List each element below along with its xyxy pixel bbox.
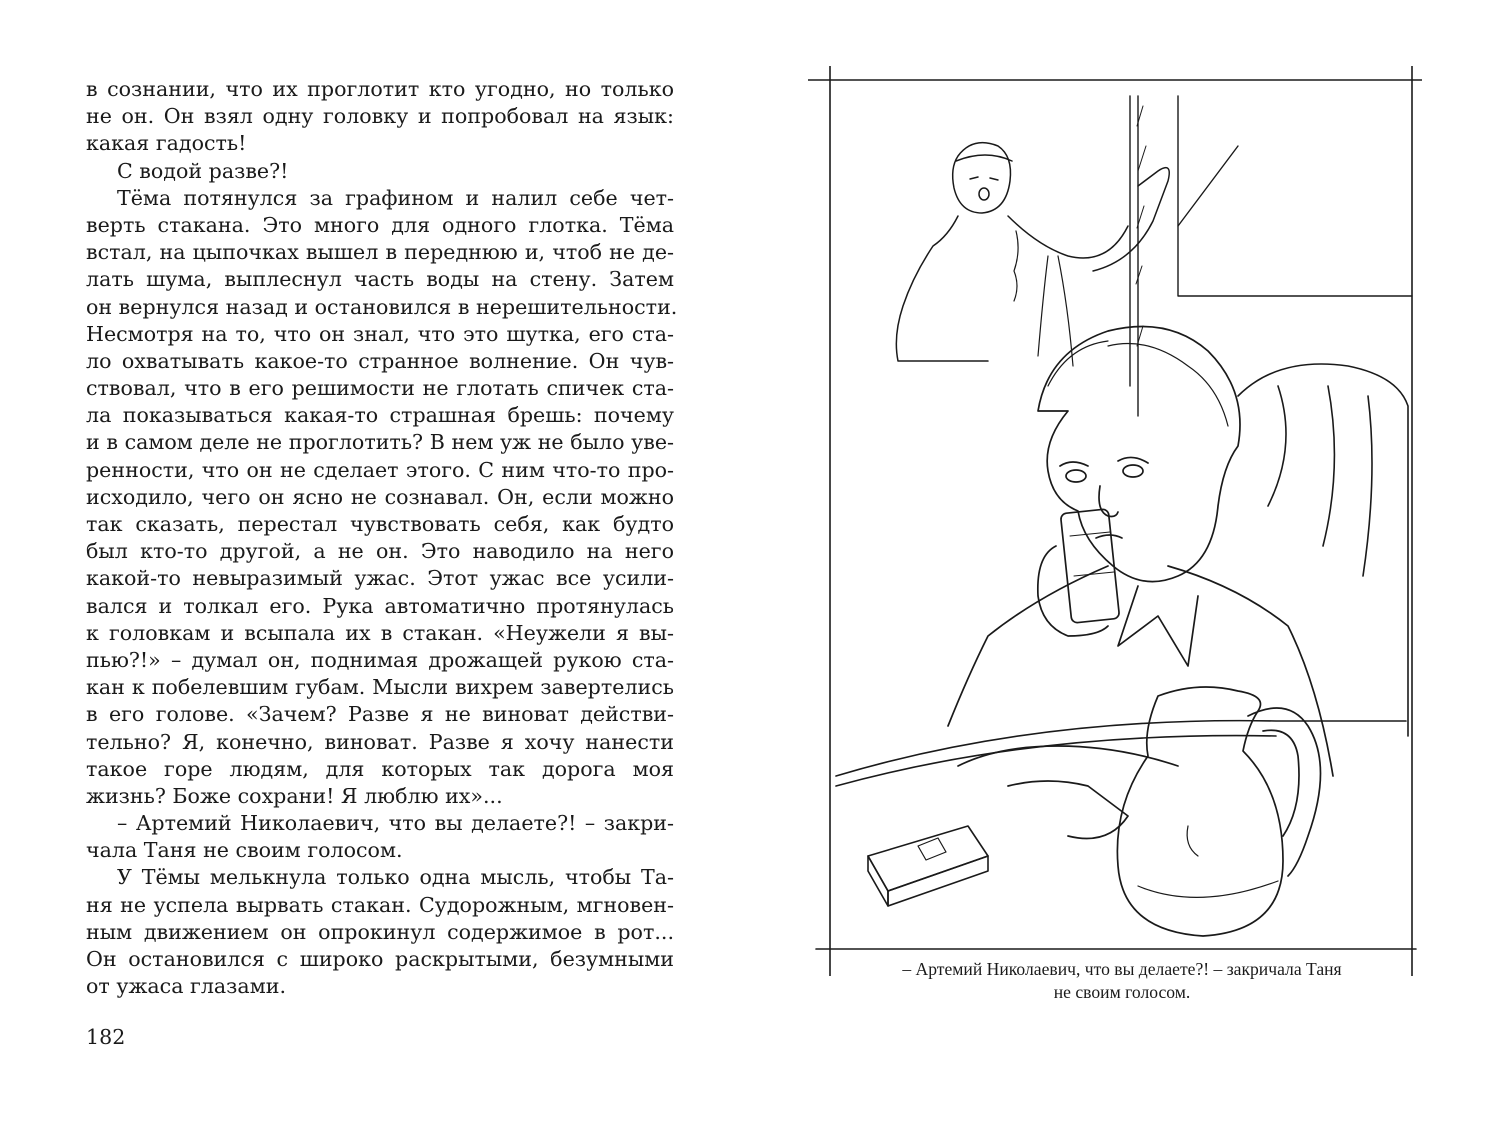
text-line: к головкам и всыпала их в стакан. «Неужели я вы- [86, 620, 674, 645]
window-background [1130, 96, 1412, 416]
text-line: и в самом деле не проглотить? В нем уж не было уве- [86, 430, 674, 455]
text-line: У Тёмы мелькнула только одна мысль, чтобы Та- [117, 865, 674, 890]
text-line: в его голове. «Зачем? Разве я не виноват действи- [86, 702, 674, 727]
page-number: 182 [86, 1025, 126, 1049]
text-line: ло охватывать какое-то странное волнение. Он чув- [86, 348, 674, 373]
text-line: пью?!» – думал он, поднимая дрожащей рукою ста- [86, 647, 674, 672]
text-line: верть стакана. Это много для одного глотка. Тёма [86, 212, 674, 237]
text-line: лать шума, выплеснул часть воды на стену. Затем [86, 267, 674, 292]
text-line: встал, на цыпочках вышел в переднюю и, чтоб не де- [86, 240, 674, 265]
text-line: от ужаса глазами. [86, 974, 286, 999]
illustration-caption [832, 958, 1412, 1004]
frame-lines [808, 66, 1422, 976]
text-line: вался и толкал его. Рука автоматично протянулась [86, 593, 674, 618]
text-line: какая гадость! [86, 131, 247, 156]
text-line: он вернулся назад и остановился в нерешительности. [86, 294, 678, 319]
matchbox [868, 826, 988, 906]
boy-figure [948, 327, 1333, 839]
text-line: чала Таня не своим голосом. [86, 838, 403, 863]
caption-line-2: не своим голосом. [1053, 982, 1191, 1002]
caption-line-1: – Артемий Николаевич, что вы делаете?! – закричала Таня [902, 959, 1342, 979]
text-line: – Артемий Николаевич, что вы делаете?! – закри- [117, 811, 674, 836]
tanya-figure [896, 143, 1169, 366]
text-line: ня не успела вырвать стакан. Судорожным, мгновен- [86, 892, 674, 917]
text-line: Несмотря на то, что он знал, что это шутка, его ста- [86, 321, 674, 346]
chair [1238, 364, 1408, 736]
text-line: ным движением он опрокинул содержимое в рот... [86, 919, 674, 944]
text-line: в сознании, что их проглотит кто угодно, но только [86, 77, 674, 101]
text-line: тельно? Я, конечно, виноват. Разве я хочу нанести [86, 729, 674, 754]
text-line: ствовал, что в его решимости не глотать спичек ста- [86, 376, 674, 401]
text-line: какой-то невыразимый ужас. Этот ужас все усили- [86, 566, 674, 591]
text-line: был кто-то другой, а не он. Это наводило на него [86, 539, 674, 564]
text-line: Он остановился с широко раскрытыми, безумными [86, 947, 674, 971]
body-text [86, 76, 678, 1000]
text-line: жизнь? Боже сохрани! Я люблю их»... [86, 783, 503, 808]
text-line: кан к побелевшим губам. Мысли вихрем завертелись [86, 675, 674, 700]
text-line: ренности, что он не сделает этого. С ним что-то про- [86, 457, 674, 482]
text-line: Тёма потянулся за графином и налил себе чет- [117, 185, 674, 210]
illustration [808, 66, 1422, 976]
text-line: так сказать, перестал чувствовать себя, как будто [86, 512, 674, 536]
text-line: ла показываться какая-то страшная брешь: почему [86, 403, 674, 428]
text-line: исходило, чего он ясно не сознавал. Он, если можно [86, 484, 674, 509]
text-line: не он. Он взял одну головку и попробовал на язык: [86, 104, 674, 129]
text-line: С водой разве?! [117, 158, 289, 183]
jug [1117, 687, 1320, 936]
text-line: такое горе людям, для которых так дорога моя [86, 756, 674, 781]
